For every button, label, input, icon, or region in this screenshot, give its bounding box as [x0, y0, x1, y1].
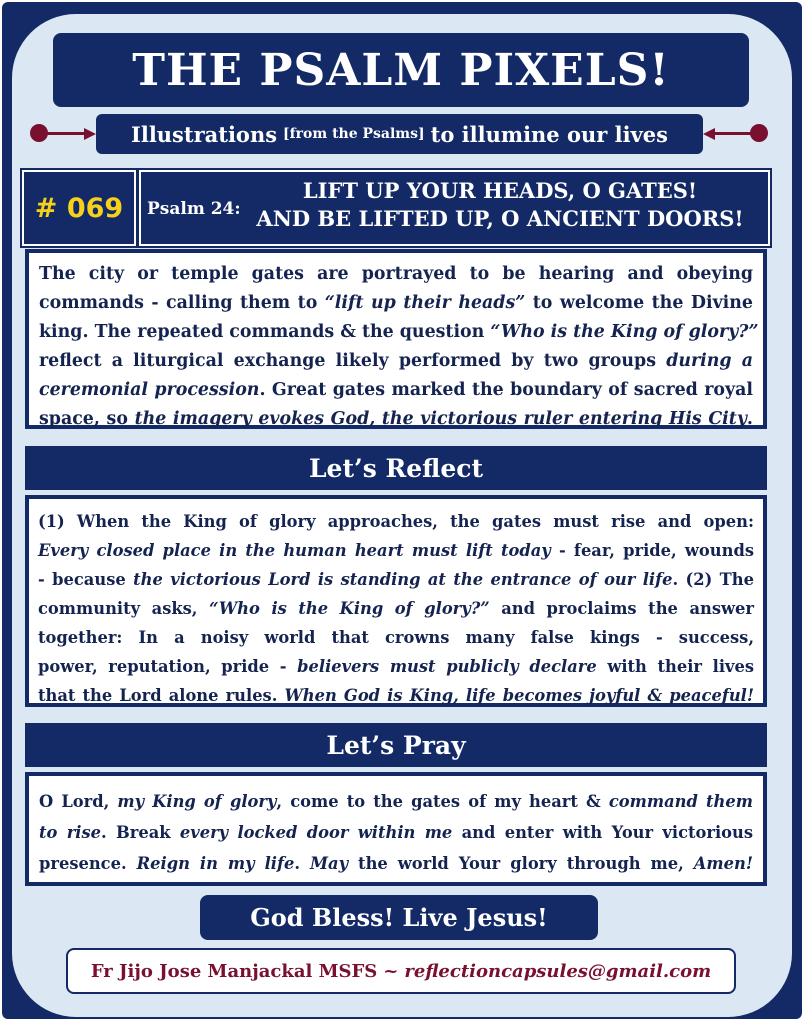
- intro-line: ceremonial procession. Great gates marked the boundary of sacred royal: [39, 380, 753, 400]
- signature-separator: ~: [383, 960, 399, 982]
- pray-heading-bar: [25, 723, 767, 767]
- psalm-heading-line-2: AND BE LIFTED UP, O ANCIENT DOORS!: [256, 206, 744, 231]
- title-banner: [53, 33, 749, 107]
- signature-box: [66, 948, 736, 994]
- prayer-line: O Lord, my King of glory, come to the gates of my heart & command them: [39, 792, 753, 811]
- page-title: THE PSALM PIXELS!: [132, 44, 670, 96]
- intro-text-box: [25, 249, 767, 429]
- prayer-text-box: [25, 772, 767, 886]
- psalm-number-badge: # 069: [22, 170, 136, 246]
- reflect-line: (1) When the King of glory approaches, the gates must rise and open:: [38, 512, 754, 531]
- reflect-heading: Let’s Reflect: [308, 453, 484, 483]
- author-email: reflectioncapsules@gmail.com: [404, 960, 712, 982]
- subtitle-banner: Illustrations [from the Psalms] to illumine our lives: [96, 114, 703, 154]
- right-arrow-icon: [712, 132, 764, 135]
- reflect-text-box: [25, 495, 767, 707]
- left-arrow-head-icon: [84, 128, 96, 140]
- reflect-line: community asks, “Who is the King of glory?” and proclaims the answer: [38, 599, 754, 618]
- intro-line: space, so the imagery evokes God, the victorious ruler entering His City.: [39, 409, 753, 429]
- blessing-banner: [200, 895, 598, 940]
- psalm-heading-line-1: LIFT UP YOUR HEADS, O GATES!: [302, 178, 698, 203]
- reflect-line: together: In a noisy world that crowns many false kings - success,: [38, 628, 754, 647]
- prayer-line: presence. Reign in my life. May the world Your glory through me, Amen!: [39, 854, 753, 873]
- author-name: Fr Jijo Jose Manjackal MSFS: [90, 960, 378, 982]
- left-arrow-icon: [36, 132, 88, 135]
- reflect-line: - because the victorious Lord is standing at the entrance of our life. (2) The: [38, 570, 754, 589]
- prayer-line: to rise. Break every locked door within me and enter with Your victorious: [39, 823, 753, 842]
- intro-line: commands - calling them to “lift up their heads” to welcome the Divine: [39, 293, 753, 313]
- reflect-line: that the Lord alone rules. When God is King, life becomes joyful & peaceful!: [38, 686, 755, 705]
- right-arrow-head-icon: [703, 128, 715, 140]
- reflect-heading-bar: [25, 446, 767, 490]
- intro-line: reflect a liturgical exchange likely performed by two groups during a: [39, 351, 754, 371]
- psalm-heading-box: [139, 170, 770, 246]
- blessing-text: God Bless! Live Jesus!: [250, 903, 548, 932]
- intro-line: king. The repeated commands & the question “Who is the King of glory?”: [39, 322, 759, 342]
- pray-heading: Let’s Pray: [326, 730, 466, 760]
- intro-line: The city or temple gates are portrayed to be hearing and obeying: [39, 264, 753, 284]
- reflect-line: power, reputation, pride - believers must publicly declare with their lives: [38, 657, 754, 676]
- psalm-reference: Psalm 24:: [147, 199, 241, 219]
- reflect-line: Every closed place in the human heart must lift today - fear, pride, wounds: [38, 541, 754, 560]
